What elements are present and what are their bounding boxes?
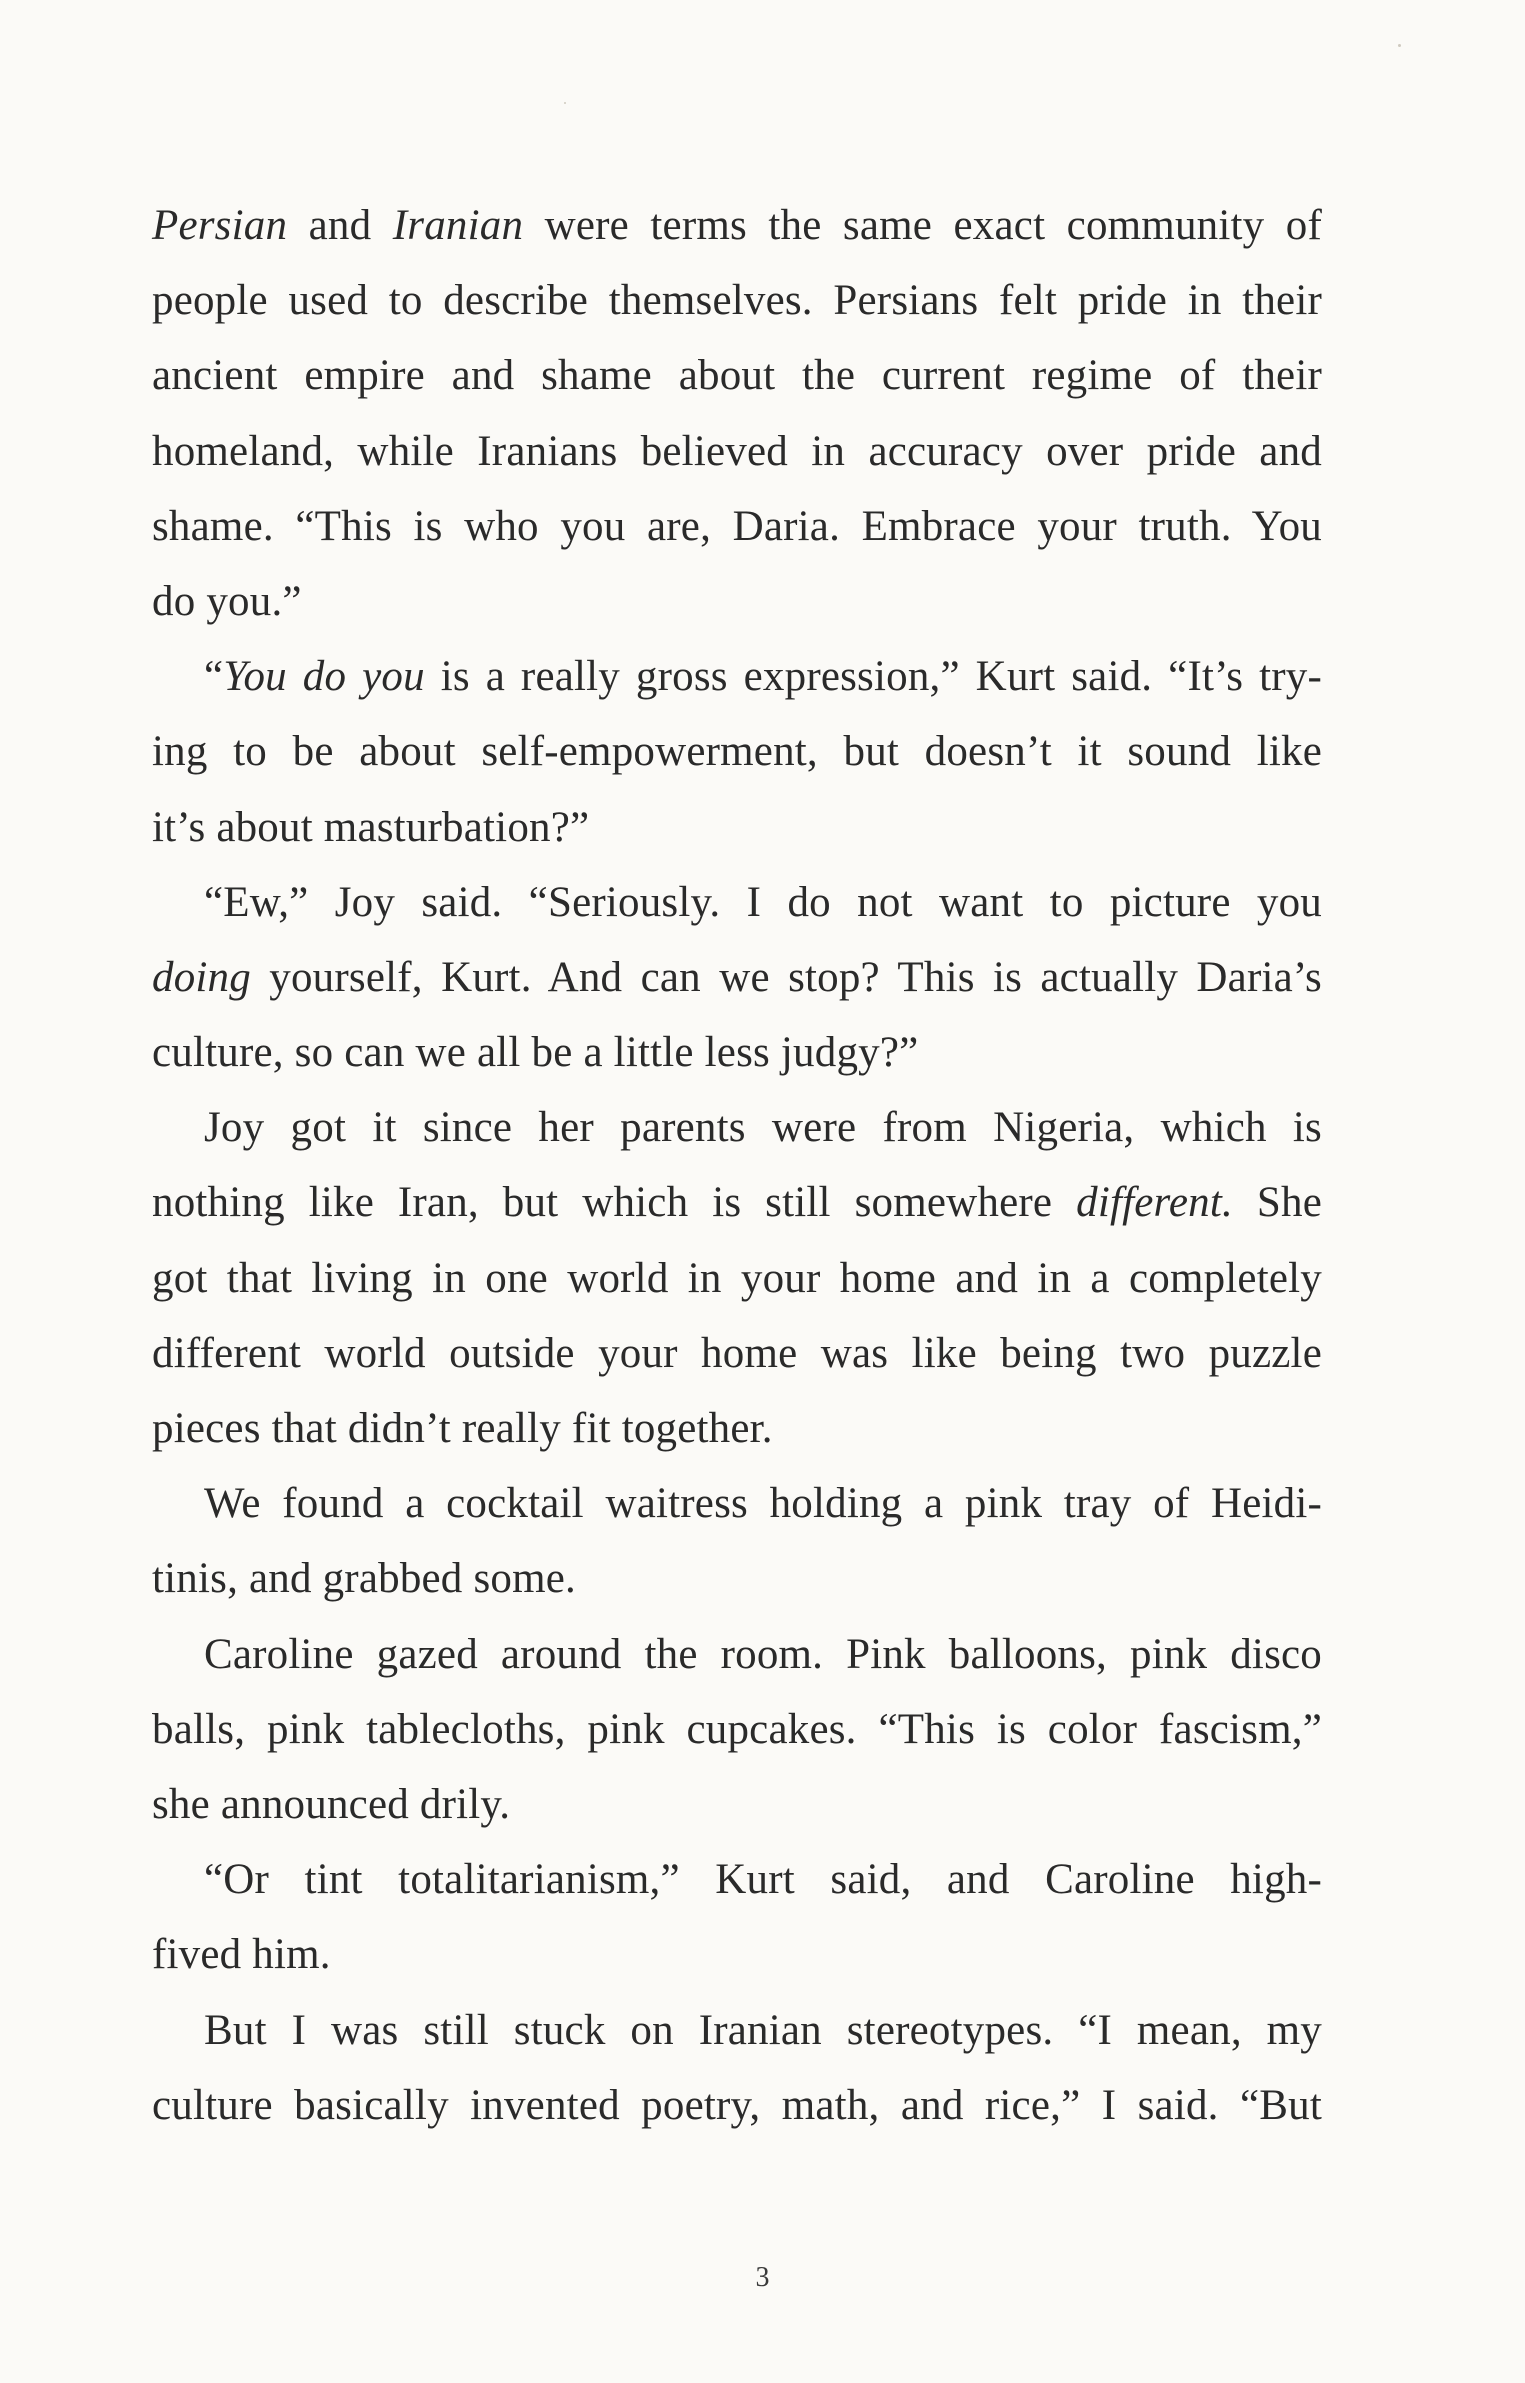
page-number: 3 xyxy=(755,2262,770,2293)
text-segment: ancient empire and shame about the current regime of their xyxy=(152,352,1322,400)
text-segment: culture basically invented poetry, math, and rice,” I said. “But xyxy=(152,2081,1322,2129)
text-line xyxy=(152,188,1322,263)
text-segment: Caroline gazed around the room. Pink balloons, pink disco xyxy=(204,1630,1322,1678)
text-segment: and xyxy=(287,202,393,249)
text-line xyxy=(152,1466,1322,1541)
text-segment: were terms the same exact community of xyxy=(523,202,1322,249)
text-segment: do you.” xyxy=(152,577,302,625)
text-line xyxy=(152,263,1322,338)
text-line xyxy=(152,865,1322,940)
text-segment: she announced drily. xyxy=(152,1780,511,1828)
text-line xyxy=(152,1993,1322,2068)
text-line xyxy=(152,1842,1322,1917)
text-line xyxy=(152,1316,1322,1391)
paper-speck xyxy=(1398,44,1401,47)
body-text xyxy=(152,188,1322,2143)
text-line xyxy=(152,639,1322,714)
text-line xyxy=(152,1617,1322,1692)
text-segment: But I was still stuck on Iranian stereotypes. “I mean, my xyxy=(204,2006,1322,2054)
text-line xyxy=(152,1767,1322,1842)
text-line xyxy=(152,1241,1322,1316)
text-line xyxy=(152,940,1322,1015)
text-line xyxy=(152,338,1322,413)
text-line xyxy=(152,1692,1322,1767)
italic-text: You do you xyxy=(223,653,425,701)
italic-text: Iranian xyxy=(392,202,524,249)
text-line xyxy=(152,1090,1322,1165)
text-segment: nothing like Iran, but which is still somewhere xyxy=(152,1179,1077,1227)
text-line xyxy=(152,1917,1322,1992)
text-segment: ing to be about self-empowerment, but doesn’t it sound like xyxy=(152,728,1322,776)
italic-text: Persian xyxy=(152,202,288,249)
text-segment: yourself, Kurt. And can we stop? This is actually Daria’s xyxy=(250,953,1322,1001)
text-segment: She xyxy=(1232,1179,1322,1227)
text-line xyxy=(152,564,1322,639)
text-segment: “Ew,” Joy said. “Seriously. I do not want to picture you xyxy=(204,878,1322,926)
text-segment: Joy got it since her parents were from Nigeria, which is xyxy=(204,1104,1322,1152)
text-segment: fived him. xyxy=(152,1931,331,1979)
text-line xyxy=(152,1015,1322,1090)
text-segment: We found a cocktail waitress holding a pink tray of Heidi- xyxy=(204,1480,1322,1528)
text-line xyxy=(152,790,1322,865)
text-segment: people used to describe themselves. Persians felt pride in their xyxy=(152,277,1322,325)
text-segment: “Or tint totalitarianism,” Kurt said, and Caroline high- xyxy=(204,1856,1322,1904)
text-line xyxy=(152,2068,1322,2143)
text-line xyxy=(152,714,1322,789)
text-line xyxy=(152,489,1322,564)
italic-text: different. xyxy=(1076,1179,1233,1227)
text-segment: got that living in one world in your home and in a completely xyxy=(152,1254,1322,1302)
text-segment: balls, pink tablecloths, pink cupcakes. “This is color fascism,” xyxy=(152,1705,1322,1753)
text-segment: different world outside your home was like being two puzzle xyxy=(152,1329,1322,1377)
text-line xyxy=(152,1165,1322,1240)
text-segment: “ xyxy=(204,653,224,701)
text-segment: pieces that didn’t really fit together. xyxy=(152,1405,773,1452)
text-segment: culture, so can we all be a little less judgy?” xyxy=(152,1029,919,1077)
text-segment: homeland, while Iranians believed in accuracy over pride and xyxy=(152,427,1322,475)
text-segment: tinis, and grabbed some. xyxy=(152,1555,576,1603)
text-line xyxy=(152,1541,1322,1616)
text-segment: is a really gross expression,” Kurt said. “It’s try- xyxy=(424,653,1322,701)
italic-text: doing xyxy=(152,953,251,1001)
text-segment: it’s about masturbation?” xyxy=(152,803,590,851)
text-line xyxy=(152,414,1322,489)
text-segment: shame. “This is who you are, Daria. Embrace your truth. You xyxy=(152,502,1322,550)
text-line xyxy=(152,1391,1322,1466)
paper-speck xyxy=(564,102,566,104)
